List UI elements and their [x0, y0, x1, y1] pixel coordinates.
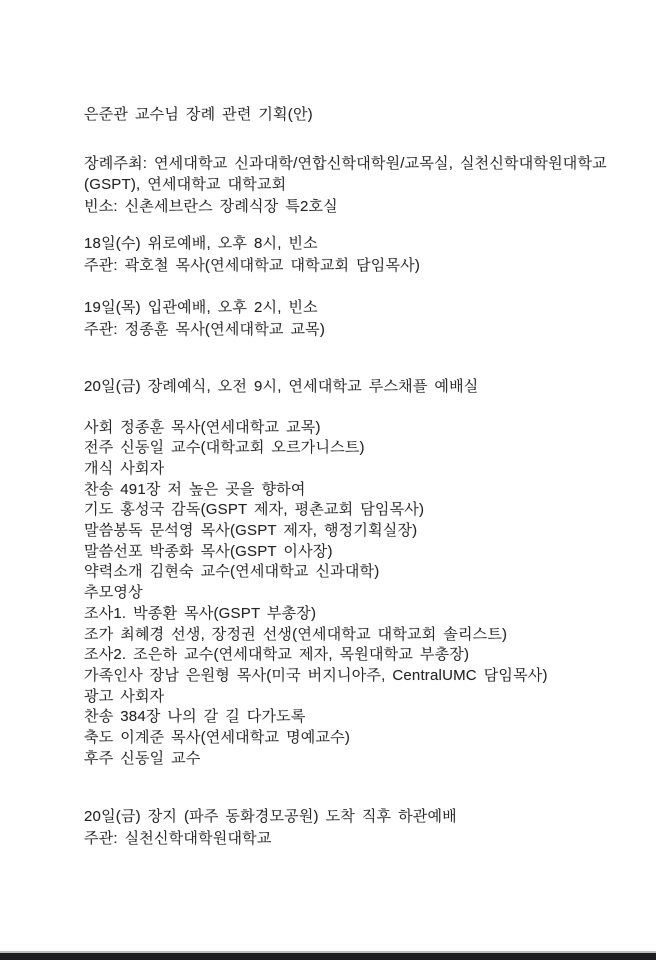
burial-service-section	[84, 806, 628, 849]
order-item: 전주 신동일 교수(대학교회 오르가니스트)	[84, 439, 365, 457]
order-item: 조사1. 박종환 목사(GSPT 부총장)	[84, 604, 317, 622]
order-item: 찬송 384장 나의 갈 길 다가도록	[84, 708, 306, 726]
funeral-service-heading	[84, 376, 628, 398]
order-item: 기도 홍성국 감독(GSPT 제자, 평촌교회 담임목사)	[84, 501, 425, 519]
order-item: 광고 사회자	[84, 687, 165, 705]
order-item: 말씀봉독 문석영 목사(GSPT 제자, 행정기획실장)	[84, 522, 418, 540]
order-item: 조사2. 조은하 교수(연세대학교 제자, 목원대학교 부총장)	[84, 646, 470, 664]
burial-service-officiant-line: 주관: 실천신학대학원대학교	[84, 829, 272, 847]
host-section	[84, 153, 628, 218]
order-item: 추모영상	[84, 584, 143, 602]
mortuary-line: 빈소: 신촌세브란스 장례식장 특2호실	[84, 197, 338, 215]
order-item: 후주 신동일 교수	[84, 749, 201, 767]
casket-service-line: 19일(목) 입관예배, 오후 2시, 빈소	[84, 299, 318, 316]
order-item: 말씀선포 박종화 목사(GSPT 이사장)	[84, 542, 333, 560]
funeral-order-section	[84, 418, 628, 770]
document-title: 은준관 교수님 장례 관련 기획(안)	[84, 106, 313, 123]
wake-service-officiant-line: 주관: 곽호철 목사(연세대학교 대학교회 담임목사)	[84, 256, 421, 274]
wake-service-section	[84, 233, 628, 276]
order-item: 찬송 491장 저 높은 곳을 향하여	[84, 480, 306, 498]
order-item: 조가 최혜경 선생, 장정권 선생(연세대학교 대학교회 솔리스트)	[84, 625, 508, 643]
order-item: 사회 정종훈 목사(연세대학교 교목)	[84, 418, 321, 436]
wake-service-line: 18일(수) 위로예배, 오후 8시, 빈소	[84, 235, 318, 252]
casket-service-officiant-line: 주관: 정종훈 목사(연세대학교 교목)	[84, 320, 326, 338]
bottom-edge-bar	[0, 951, 656, 960]
order-item: 개식 사회자	[84, 459, 165, 477]
order-item: 약력소개 김현숙 교수(연세대학교 신과대학)	[84, 563, 380, 581]
host-line: (GSPT), 연세대학교 대학교회	[84, 176, 287, 193]
host-line: 장례주최: 연세대학교 신과대학/연합신학대학원/교목실, 실천신학대학원대학교	[84, 154, 607, 172]
document-page	[84, 104, 628, 849]
funeral-service-heading-line: 20일(금) 장례예식, 오전 9시, 연세대학교 루스채플 예배실	[84, 378, 479, 395]
order-item: 가족인사 장남 은원형 목사(미국 버지니아주, CentralUMC 담임목사)	[84, 666, 548, 684]
casket-service-section	[84, 297, 628, 340]
order-item: 축도 이계준 목사(연세대학교 명예교수)	[84, 729, 351, 747]
burial-service-line: 20일(금) 장지 (파주 동화경모공원) 도착 직후 하관예배	[84, 808, 457, 826]
